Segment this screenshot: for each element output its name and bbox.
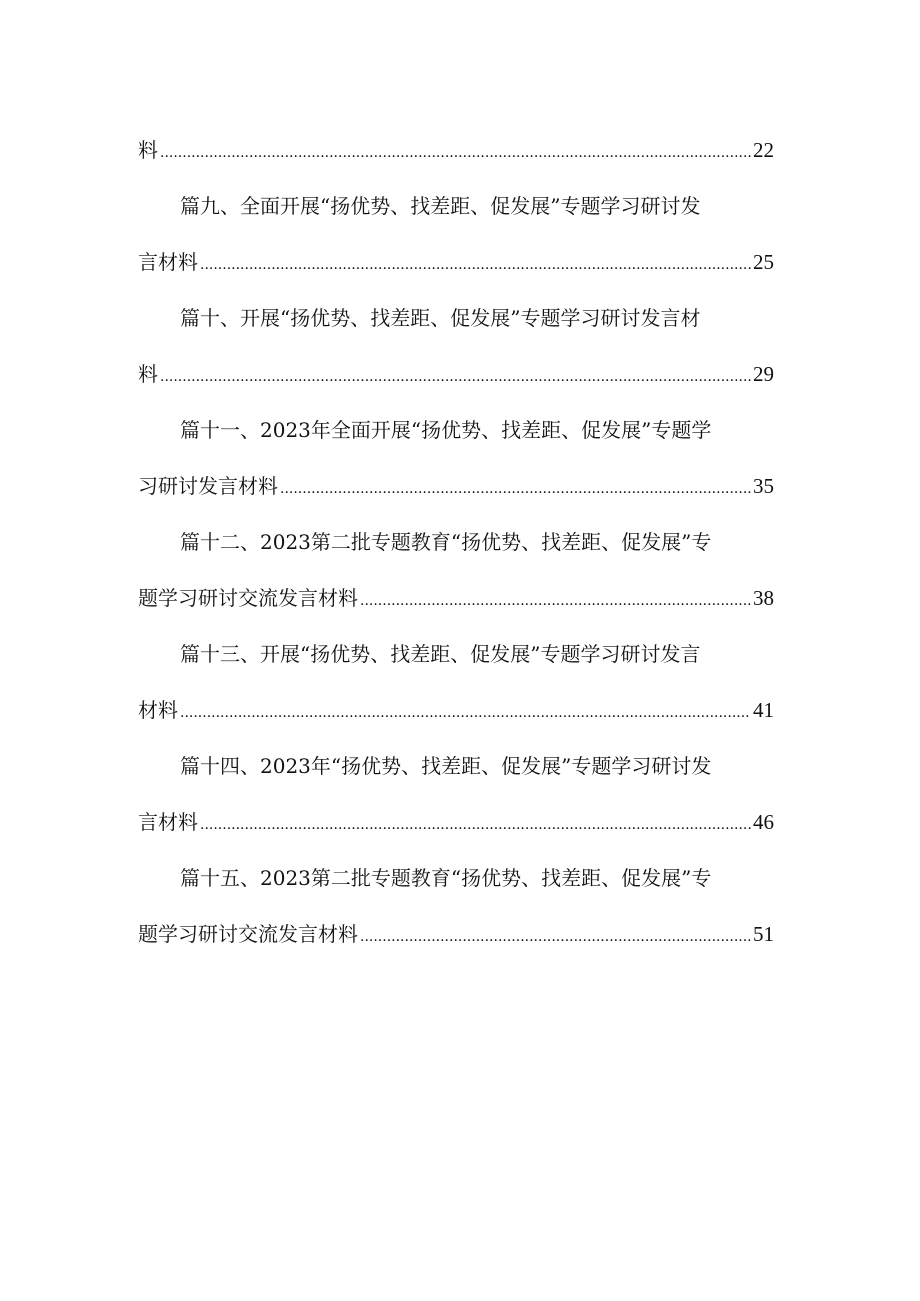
toc-page-number: 35 <box>753 474 774 498</box>
table-of-contents <box>138 128 774 968</box>
toc-entry-continuation[interactable] <box>138 128 774 184</box>
toc-entry-continuation[interactable] <box>138 576 774 632</box>
toc-entry-tail: 材料 <box>138 698 178 722</box>
toc-entry-title[interactable]: 篇十、开展“扬优势、找差距、促发展”专题学习研讨发言材 <box>180 306 701 330</box>
toc-entry-title[interactable]: 篇十二、2023第二批专题教育“扬优势、找差距、促发展”专 <box>180 530 712 554</box>
toc-entry-tail: 题学习研讨交流发言材料 <box>138 586 358 610</box>
dot-leader <box>200 243 751 287</box>
toc-entry-continuation[interactable] <box>138 464 774 520</box>
toc-entry-tail: 料 <box>138 362 158 386</box>
toc-entry-title[interactable]: 篇九、全面开展“扬优势、找差距、促发展”专题学习研讨发 <box>180 194 701 218</box>
toc-page-number: 25 <box>753 250 774 274</box>
dot-leader <box>360 915 751 959</box>
toc-page-number: 46 <box>753 810 774 834</box>
toc-entry-title[interactable]: 篇十三、开展“扬优势、找差距、促发展”专题学习研讨发言 <box>180 642 701 666</box>
dot-leader <box>180 691 751 735</box>
toc-page-number: 51 <box>753 922 774 946</box>
toc-entry-tail: 题学习研讨交流发言材料 <box>138 922 358 946</box>
toc-entry-tail: 料 <box>138 138 158 162</box>
dot-leader <box>200 803 751 847</box>
toc-page-number: 29 <box>753 362 774 386</box>
toc-entry-title[interactable]: 篇十五、2023第二批专题教育“扬优势、找差距、促发展”专 <box>180 866 712 890</box>
toc-page-number: 38 <box>753 586 774 610</box>
toc-entry-title[interactable]: 篇十一、2023年全面开展“扬优势、找差距、促发展”专题学 <box>180 418 712 442</box>
dot-leader <box>280 467 751 511</box>
toc-entry-continuation[interactable] <box>138 688 774 744</box>
toc-entry-tail: 言材料 <box>138 250 198 274</box>
toc-entry-continuation[interactable] <box>138 352 774 408</box>
toc-page-number: 22 <box>753 138 774 162</box>
toc-entry-title[interactable]: 篇十四、2023年“扬优势、找差距、促发展”专题学习研讨发 <box>180 754 712 778</box>
toc-entry-tail: 习研讨发言材料 <box>138 474 278 498</box>
toc-entry-continuation[interactable] <box>138 800 774 856</box>
dot-leader <box>160 355 751 399</box>
toc-entry-tail: 言材料 <box>138 810 198 834</box>
dot-leader <box>360 579 751 623</box>
toc-entry-continuation[interactable] <box>138 912 774 968</box>
dot-leader <box>160 131 751 175</box>
toc-page-number: 41 <box>753 698 774 722</box>
toc-entry-continuation[interactable] <box>138 240 774 296</box>
